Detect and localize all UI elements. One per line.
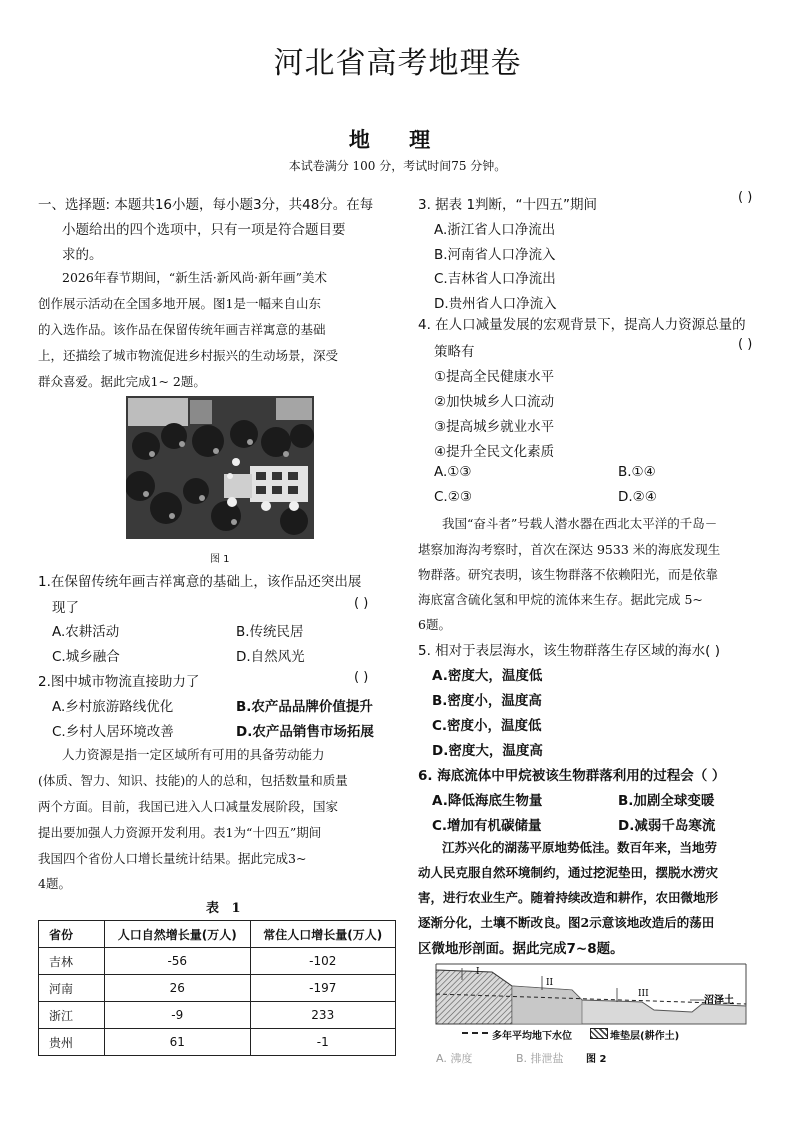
table-cell: 贵州	[39, 1029, 105, 1056]
q2-option-d[interactable]: D.农产品销售市场拓展	[236, 724, 374, 740]
q5-option-b[interactable]: B.密度小，温度高	[432, 693, 542, 709]
zone-label-2: II	[546, 978, 554, 988]
marsh-soil-label: 沼泽土	[704, 995, 734, 1006]
passage2-line-4: 提出要加强人力资源开发利用。表1为“十四五”期间	[38, 825, 322, 840]
q4-item-2: ②加快城乡人口流动	[434, 394, 555, 410]
q5-option-d[interactable]: D.密度大，温度高	[432, 743, 543, 759]
microtopography-profile-diagram	[432, 960, 750, 1030]
figure2-caption: 图 2	[586, 1054, 607, 1065]
new-year-painting-image	[126, 396, 314, 539]
table-cell: 26	[105, 975, 251, 1002]
q-option-a-faint: A. 沸度	[436, 1052, 473, 1065]
section-instruction-line-3: 求的。	[62, 247, 103, 263]
passage2-line-3: 两个方面。目前，我国已进入人口减量发展阶段，国家	[38, 799, 339, 814]
q6-stem: 6. 海底流体中甲烷被该生物群落利用的过程会（ ）	[418, 768, 726, 784]
q3-option-c[interactable]: C.吉林省人口净流出	[434, 271, 556, 287]
q4-item-1: ①提高全民健康水平	[434, 369, 555, 385]
passage3-line-3: 物群落。研究表明，该生物群落不依赖阳光，而是依靠	[418, 567, 719, 582]
q1-stem-line-2: 现了	[52, 600, 79, 616]
table-cell: 233	[250, 1002, 396, 1029]
q3-option-b[interactable]: B.河南省人口净流入	[434, 247, 556, 263]
passage2-line-2: (体质、智力、知识、技能)的人的总和，包括数量和质量	[38, 773, 348, 788]
q3-option-a[interactable]: A.浙江省人口净流出	[434, 222, 556, 238]
passage4-line-1: 江苏兴化的湖荡平原地势低洼。数百年来，当地劳	[442, 840, 718, 855]
passage1-line-1: 2026年春节期间，“新生活·新风尚·新年画”美术	[62, 270, 328, 285]
q2-option-a[interactable]: A.乡村旅游路线优化	[52, 699, 174, 715]
q3-stem: 3. 据表 1判断，“十四五”期间	[418, 197, 598, 213]
water-table-legend-label: 多年平均地下水位	[492, 1031, 572, 1042]
q4-stem-line-1: 4. 在人口减量发展的宏观背景下，提高人力资源总量的	[418, 317, 746, 333]
passage1-line-3: 的入选作品。该作品在保留传统年画吉祥寓意的基础	[38, 322, 326, 337]
table-cell: -102	[250, 948, 396, 975]
q1-stem-line-1: 1.在保留传统年画吉祥寓意的基础上，该作品还突出展	[38, 574, 362, 590]
table-header-cell: 常住人口增长量(万人)	[250, 921, 396, 948]
table-cell: -9	[105, 1002, 251, 1029]
table-row	[39, 975, 396, 1002]
q3-option-d[interactable]: D.贵州省人口净流入	[434, 296, 557, 312]
q6-option-d[interactable]: D.减弱千岛寒流	[618, 818, 716, 834]
q5-option-c[interactable]: C.密度小，温度低	[432, 718, 542, 734]
page-title: 河北省高考地理卷	[273, 46, 522, 81]
water-table-legend-line	[462, 1032, 488, 1034]
table-cell: 61	[105, 1029, 251, 1056]
table-cell: 吉林	[39, 948, 105, 975]
q4-item-3: ③提高城乡就业水平	[434, 419, 555, 435]
subject-title: 地 理	[348, 127, 447, 152]
table-cell: -197	[250, 975, 396, 1002]
section-instruction-line-1: 一、选择题: 本题共16小题，每小题3分，共48分。在每	[38, 197, 374, 213]
table-row	[39, 1029, 396, 1056]
q1-answer-paren: ( )	[354, 596, 369, 611]
q6-option-a[interactable]: A.降低海底生物量	[432, 793, 543, 809]
q4-item-4: ④提升全民文化素质	[434, 444, 555, 460]
fill-layer-legend-label: 堆垫层(耕作土)	[610, 1031, 680, 1042]
q6-option-c[interactable]: C.增加有机碳储量	[432, 818, 542, 834]
q2-option-c[interactable]: C.乡村人居环境改善	[52, 724, 174, 740]
q3-answer-paren: ( )	[738, 190, 753, 205]
passage1-line-5: 群众喜爱。据此完成1~ 2题。	[38, 374, 206, 389]
table-row	[39, 948, 396, 975]
q1-option-c[interactable]: C.城乡融合	[52, 649, 120, 665]
passage2-line-1: 人力资源是指一定区域所有可用的具备劳动能力	[62, 747, 325, 762]
q2-stem: 2.图中城市物流直接助力了	[38, 674, 200, 690]
section-instruction-line-2: 小题给出的四个选项中，只有一项是符合题目要	[62, 222, 346, 238]
table-cell: 河南	[39, 975, 105, 1002]
table-row	[39, 1002, 396, 1029]
exam-note: 本试卷满分 100 分，考试时间75 分钟。	[288, 159, 507, 173]
q5-option-a[interactable]: A.密度大，温度低	[432, 668, 543, 684]
passage4-line-3: 害，进行农业生产。随着持续改造和耕作，农田微地形	[418, 890, 719, 905]
q2-option-b[interactable]: B.农产品品牌价值提升	[236, 699, 373, 715]
zone-label-1: I	[476, 967, 480, 977]
figure1-caption: 图 1	[210, 554, 230, 565]
passage1-line-2: 创作展示活动在全国多地开展。图1是一幅来自山东	[38, 296, 321, 311]
q1-option-d[interactable]: D.自然风光	[236, 649, 305, 665]
passage3-line-1: 我国“奋斗者”号载人潜水器在西北太平洋的千岛－	[442, 516, 718, 531]
q4-option-c[interactable]: C.②③	[434, 489, 472, 505]
table-cell: 浙江	[39, 1002, 105, 1029]
q5-stem: 5. 相对于表层海水，该生物群落生存区域的海水( )	[418, 643, 720, 659]
population-table	[38, 920, 396, 1056]
q1-option-a[interactable]: A.农耕活动	[52, 624, 120, 640]
fill-layer-legend-swatch	[590, 1028, 608, 1039]
q4-option-b[interactable]: B.①④	[618, 464, 656, 480]
table-header-row	[39, 921, 396, 948]
table-cell: -1	[250, 1029, 396, 1056]
q2-answer-paren: ( )	[354, 670, 369, 685]
table-cell: -56	[105, 948, 251, 975]
passage3-line-5: 6题。	[418, 617, 451, 632]
passage2-line-5: 我国四个省份人口增长量统计结果。据此完成3~	[38, 851, 307, 866]
q4-answer-paren: ( )	[738, 337, 753, 352]
passage4-line-5: 区微地形剖面。据此完成7~8题。	[418, 941, 624, 957]
passage2-line-6: 4题。	[38, 876, 71, 891]
passage3-line-2: 堪察加海沟考察时，首次在深达 9533 米的海底发现生	[418, 542, 721, 557]
table-header-cell: 省份	[39, 921, 105, 948]
passage4-line-4: 逐渐分化，土壤不断改良。图2示意该地改造后的荡田	[418, 915, 715, 930]
q4-stem-line-2: 策略有	[434, 344, 475, 360]
passage1-line-4: 上，还描绘了城市物流促进乡村振兴的生动场景，深受	[38, 348, 339, 363]
passage3-line-4: 海底富含硫化氢和甲烷的流体来生存。据此完成 5~	[418, 592, 703, 607]
q6-option-b[interactable]: B.加剧全球变暖	[618, 793, 715, 809]
q4-option-a[interactable]: A.①③	[434, 464, 472, 480]
table-header-cell: 人口自然增长量(万人)	[105, 921, 251, 948]
q4-option-d[interactable]: D.②④	[618, 489, 657, 505]
q1-option-b[interactable]: B.传统民居	[236, 624, 304, 640]
q-option-b-faint: B. 排泄盐	[516, 1052, 564, 1065]
table1-caption: 表 1	[206, 901, 245, 916]
passage4-line-2: 动人民克服自然环境制约，通过挖泥垫田，摆脱水涝灾	[418, 865, 719, 880]
zone-label-3: III	[638, 989, 649, 999]
